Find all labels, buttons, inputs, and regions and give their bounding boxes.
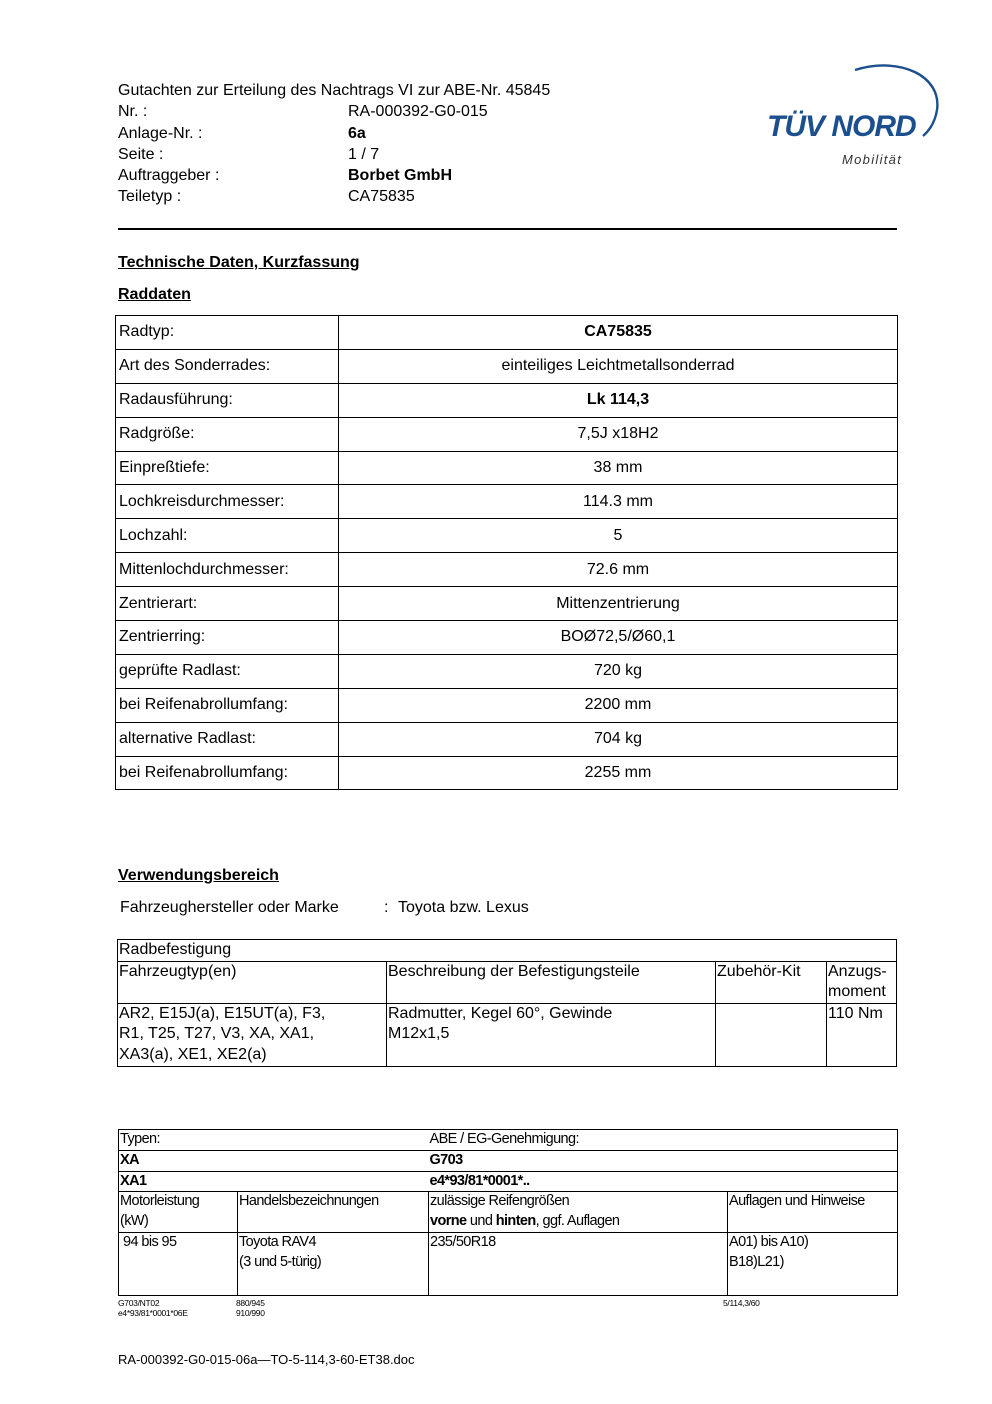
manufacturer-separator: : — [384, 899, 389, 916]
table-row — [118, 1003, 897, 1066]
header-torque-line: moment — [828, 983, 886, 1001]
logo-wordmark: TÜV NORD — [767, 110, 916, 143]
header-divider — [118, 228, 897, 230]
table-row — [119, 1150, 898, 1171]
row-value: 704 kg — [339, 722, 898, 756]
footer-filename: RA-000392-G0-015-06a—TO-5-114,3-60-ET38.doc — [118, 1352, 415, 1367]
text-tail: , ggf. Auflagen — [535, 1213, 620, 1230]
table-row — [116, 722, 898, 756]
cell-power — [119, 1232, 238, 1295]
manufacturer-label: Fahrzeughersteller oder Marke — [120, 899, 339, 916]
row-value: 38 mm — [339, 451, 898, 485]
header-row-seite — [118, 144, 678, 165]
header-row-anlage — [118, 123, 678, 144]
table-row — [116, 485, 898, 519]
table-row — [119, 1232, 898, 1295]
row-value: BOØ72,5/Ø60,1 — [339, 621, 898, 655]
cell-torque: 110 Nm — [827, 1003, 897, 1066]
table-row — [118, 940, 897, 962]
section-title-raddaten: Raddaten — [118, 286, 191, 303]
type-code: XA1 — [119, 1171, 429, 1192]
row-label: Lochkreisdurchmesser: — [116, 485, 339, 519]
table-row — [119, 1130, 898, 1151]
table-row — [116, 688, 898, 722]
header-row-teiletyp — [118, 186, 678, 207]
mounting-table — [117, 939, 897, 1067]
code-line: e4*93/81*0001*06E — [118, 1308, 188, 1318]
row-value: einteiliges Leichtmetallsonderrad — [339, 349, 898, 383]
code-block-a — [118, 1298, 188, 1318]
table-row — [116, 756, 898, 790]
row-value: Lk 114,3 — [339, 383, 898, 417]
row-value: 72.6 mm — [339, 553, 898, 587]
table-header-row — [119, 1192, 898, 1233]
row-label: Radtyp: — [116, 316, 339, 350]
text-line: A01) bis A10) — [729, 1233, 809, 1250]
row-value: CA75835 — [339, 316, 898, 350]
row-label: bei Reifenabrollumfang: — [116, 688, 339, 722]
row-label: geprüfte Radlast: — [116, 654, 339, 688]
logo-subtitle: Mobilität — [842, 152, 903, 167]
text-front: vorne — [430, 1213, 467, 1230]
header-key: Seite : — [118, 145, 164, 163]
table-row — [116, 451, 898, 485]
text-line: M12x1,5 — [388, 1025, 450, 1043]
text-rear: hinten — [495, 1213, 536, 1230]
section-title-verwendung: Verwendungsbereich — [118, 867, 279, 884]
header-accessory-kit: Zubehör-Kit — [716, 961, 827, 1003]
row-value: 7,5J x18H2 — [339, 417, 898, 451]
approval-code: G703 — [429, 1150, 898, 1171]
header-value: 1 / 7 — [348, 145, 380, 163]
row-label: Art des Sonderrades: — [116, 349, 339, 383]
text-line: XA3(a), XE1, XE2(a) — [119, 1045, 267, 1063]
text-line — [430, 1212, 726, 1232]
header-value: RA-000392-G0-015 — [348, 103, 488, 121]
table-header-row — [118, 961, 897, 1003]
text-line: Radmutter, Kegel 60°, Gewinde — [388, 1004, 613, 1022]
header-key: Auftraggeber : — [118, 167, 220, 185]
tuv-nord-logo — [760, 58, 945, 173]
header-value: Borbet GmbH — [348, 167, 452, 185]
table-row — [116, 587, 898, 621]
header-row-auftraggeber — [118, 165, 678, 186]
table-row — [116, 519, 898, 553]
power-value: 94 bis 95 — [123, 1233, 177, 1250]
row-value: 720 kg — [339, 654, 898, 688]
row-label: alternative Radlast: — [116, 722, 339, 756]
header-key: Nr. : — [118, 103, 148, 121]
header-value: CA75835 — [348, 188, 415, 206]
row-value: Mittenzentrierung — [339, 587, 898, 621]
cell-tires: 235/50R18 — [429, 1232, 728, 1295]
row-label: Zentrierring: — [116, 621, 339, 655]
row-label: Lochzahl: — [116, 519, 339, 553]
wheel-data-table — [115, 315, 898, 790]
cell-vehicle-types — [118, 1003, 387, 1066]
table-row — [116, 417, 898, 451]
document-header — [118, 80, 678, 208]
row-value: 114.3 mm — [339, 485, 898, 519]
type-code: XA — [119, 1150, 429, 1171]
header-key: Teiletyp : — [118, 188, 182, 206]
code-line: 880/945 — [236, 1298, 265, 1308]
abe-label: ABE / EG-Genehmigung: — [429, 1130, 898, 1151]
row-value: 5 — [339, 519, 898, 553]
document-title: Gutachten zur Erteilung des Nachtrags VI zur ABE-Nr. 45845 — [118, 82, 551, 99]
manufacturer-value: Toyota bzw. Lexus — [398, 899, 529, 916]
code-block-c: 5/114,3/60 — [723, 1298, 760, 1308]
row-value: 2200 mm — [339, 688, 898, 722]
header-tire-sizes — [429, 1192, 728, 1233]
text-line: (kW) — [120, 1213, 149, 1230]
table-row — [119, 1171, 898, 1192]
row-label: Zentrierart: — [116, 587, 339, 621]
text-line: Toyota RAV4 — [239, 1233, 316, 1250]
text-line: (3 und 5-türig) — [239, 1253, 322, 1270]
type-approval-table — [118, 1129, 898, 1296]
row-label: Mittenlochdurchmesser: — [116, 553, 339, 587]
row-label: bei Reifenabrollumfang: — [116, 756, 339, 790]
row-value: 2255 mm — [339, 756, 898, 790]
header-torque-line: Anzugs- — [828, 962, 887, 980]
text-and: und — [466, 1213, 496, 1230]
text-line: AR2, E15J(a), E15UT(a), F3, — [119, 1004, 326, 1022]
mounting-title: Radbefestigung — [118, 940, 897, 962]
table-row — [116, 383, 898, 417]
header-trade-names: Handelsbezeichnungen — [238, 1192, 429, 1233]
header-key: Anlage-Nr. : — [118, 124, 203, 142]
header-description: Beschreibung der Befestigungsteile — [387, 961, 716, 1003]
code-block-b — [236, 1298, 265, 1318]
cell-accessory-kit — [716, 1003, 827, 1066]
code-line: G703/NT02 — [118, 1298, 160, 1308]
text-line: R1, T25, T27, V3, XA, XA1, — [119, 1025, 315, 1043]
header-row-nr — [118, 101, 678, 122]
header-notes: Auflagen und Hinweise — [728, 1192, 898, 1233]
cell-trade — [238, 1232, 429, 1295]
text-line: B18)L21) — [729, 1253, 784, 1270]
header-value: 6a — [348, 124, 366, 142]
table-row — [116, 349, 898, 383]
row-label: Einpreßtiefe: — [116, 451, 339, 485]
row-label: Radgröße: — [116, 417, 339, 451]
table-row — [116, 553, 898, 587]
text-line: Motorleistung — [120, 1193, 200, 1210]
table-row — [116, 621, 898, 655]
typen-label: Typen: — [119, 1130, 429, 1151]
text-line: zulässige Reifengrößen — [430, 1193, 570, 1210]
row-label: Radausführung: — [116, 383, 339, 417]
header-torque — [827, 961, 897, 1003]
table-row — [116, 654, 898, 688]
code-line: 910/990 — [236, 1308, 265, 1318]
table-row — [116, 316, 898, 350]
cell-description — [387, 1003, 716, 1066]
header-power — [119, 1192, 238, 1233]
header-vehicle-types: Fahrzeugtyp(en) — [118, 961, 387, 1003]
section-title-tech: Technische Daten, Kurzfassung — [118, 254, 360, 271]
approval-code: e4*93/81*0001*.. — [429, 1171, 898, 1192]
cell-notes — [728, 1232, 898, 1295]
